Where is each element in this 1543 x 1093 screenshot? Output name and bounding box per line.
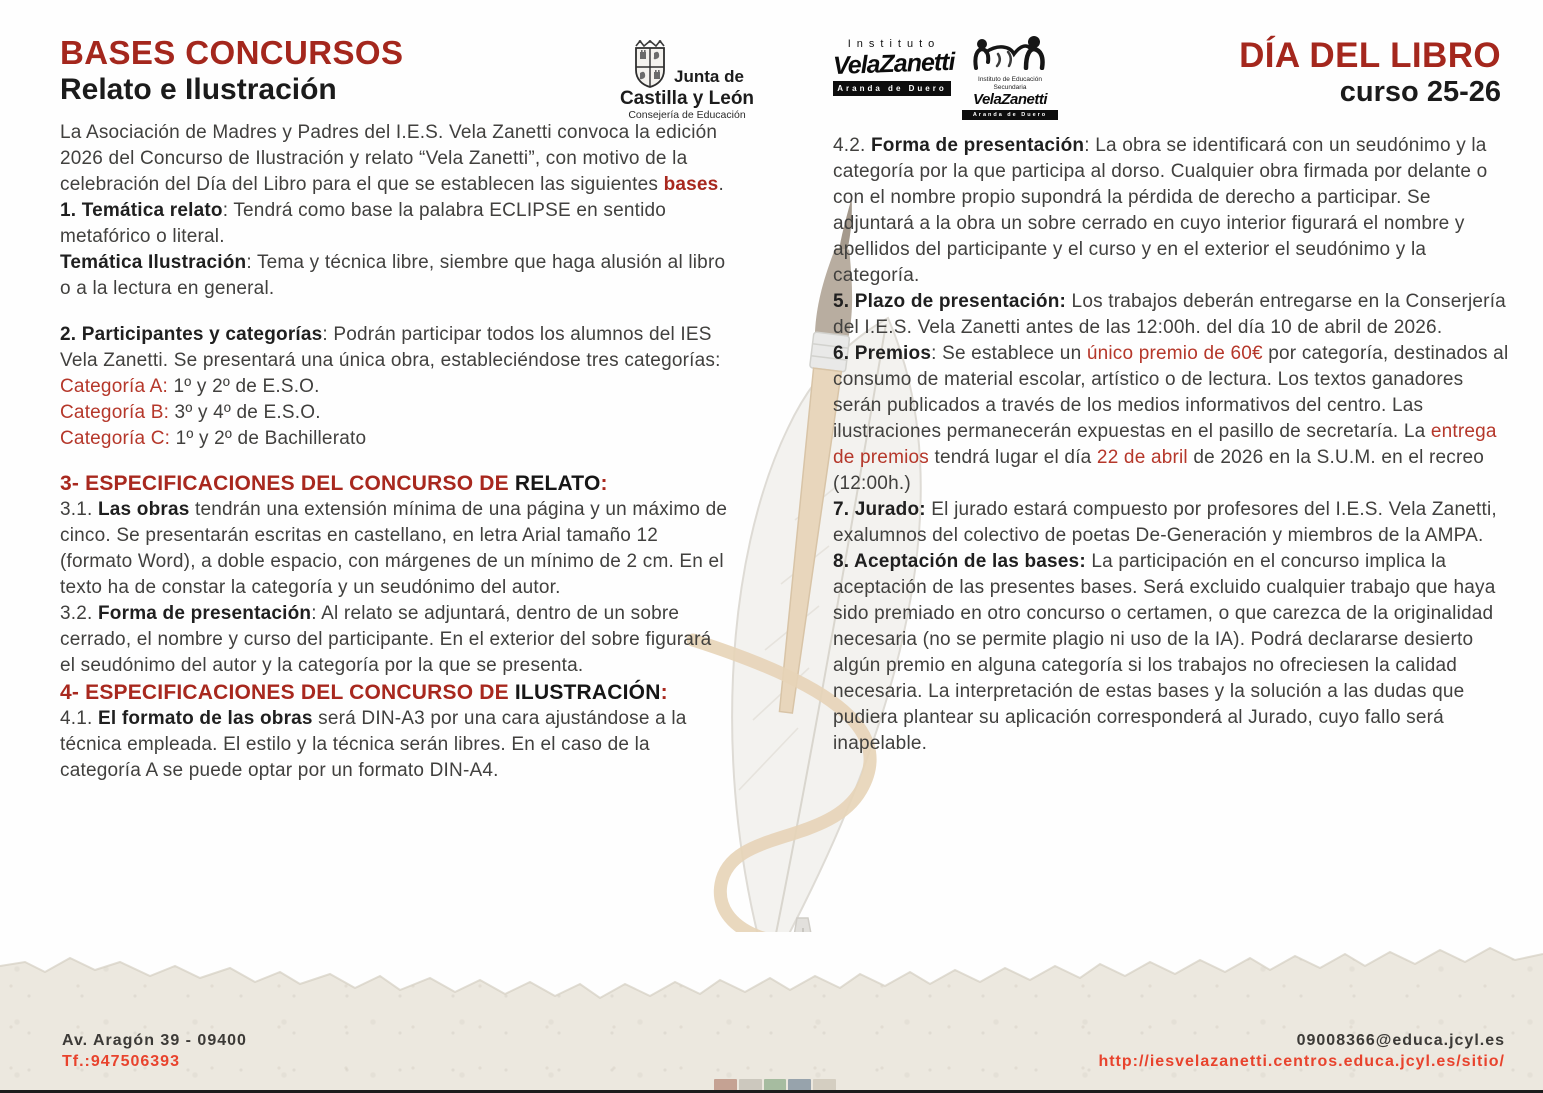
footer-contact-block bbox=[1098, 1030, 1505, 1072]
section-3-heading: 3- ESPECIFICACIONES DEL CONCURSO DE RELATO: bbox=[60, 472, 608, 495]
section-4-heading: 4- ESPECIFICACIONES DEL CONCURSO DE ILUSTRACIÓN: bbox=[60, 681, 668, 704]
jcyl-logo-text-2: Castilla y León bbox=[619, 88, 755, 109]
intro-paragraph: La Asociación de Madres y Padres del I.E.S. Vela Zanetti convoca la edición 2026 del Concurso de Ilustración y relato “Vela Zanetti”, con motivo de la celebración del Día del Libro para el que se establecen las siguientes bases. bbox=[60, 122, 724, 195]
section-1-tematica bbox=[60, 198, 732, 302]
footer-phone: Tf.:947506393 bbox=[62, 1053, 180, 1070]
jcyl-logo bbox=[608, 40, 766, 122]
ampa-logo bbox=[962, 36, 1058, 120]
jcyl-logo-text-3: Consejería de Educación bbox=[628, 109, 746, 121]
section-3-1-obras: 3.1. Las obras tendrán una extensión mínima de una página y un máximo de cinco. Se presentarán escritas en castellano, en letra Arial tamaño 12 (formato Word), a doble espacio, con márgenes de un mínimo de 2 cm. En el texto ha de constar la categoría y un seudónimo del autor. bbox=[60, 499, 728, 598]
section-8-aceptacion: 8. Aceptación de las bases: La participación en el concurso implica la aceptación de las presentes bases. Será excluido cualquier trabajo que haya sido premiado en otro concurso o certamen, o que carezca de la originalidad necesaria (no se permite plagio ni uso de la IA). Podrá declararse desierto algún premio en alguna categoría si los trabajos no ofreciesen la calidad necesaria. La interpretación de estas bases y la solución a las dudas que pudiera plantear su aplicación corresponderá al Jurado, cuyo fallo será inapelable. bbox=[833, 551, 1496, 754]
aranda-de-duero-bar: Aranda de Duero bbox=[833, 81, 951, 96]
section-7-jurado: 7. Jurado: El jurado estará compuesto por profesores del I.E.S. Vela Zanetti, exalumnos del colectivo de poetas De-Generación y miembros de la AMPA. bbox=[833, 499, 1497, 546]
event-subtitle: curso 25-26 bbox=[1339, 76, 1501, 108]
instituto-vela-zanetti-logo bbox=[832, 38, 955, 96]
jcyl-logo-text-1: Junta de bbox=[674, 67, 744, 86]
section-4-1-formato: 4.1. El formato de las obras será DIN-A3 por una cara ajustándose a la técnica empleada. El estilo y la técnica serán libres. En el caso de la categoría A se puede optar por un formato DIN-A4. bbox=[60, 708, 687, 781]
section-3-2-forma-presentacion: 3.2. Forma de presentación: Al relato se adjuntará, dentro de un sobre cerrado, el nombre y curso del participante. En el exterior del sobre figurará el seudónimo del autor y la categoría por la que se presenta. bbox=[60, 603, 712, 676]
section-2-participantes: 2. Participantes y categorías: Podrán participar todos los alumnos del IES Vela Zanetti. Se presentará una única obra, estableciéndose tres categorías: bbox=[60, 324, 721, 371]
event-title: DÍA DEL LIBRO bbox=[1239, 36, 1501, 75]
section-5-plazo: 5. Plazo de presentación: Los trabajos deberán entregarse en la Conserjería del I.E.S. Vela Zanetti antes de las 12:00h. del día 10 de abril de 2026. bbox=[833, 291, 1506, 338]
left-column bbox=[60, 120, 732, 784]
ampa-sub-text: Instituto de Educación Secundaria bbox=[978, 76, 1042, 91]
jcyl-coat-of-arms-icon bbox=[630, 40, 670, 88]
ampa-figures-icon bbox=[968, 36, 1052, 70]
header-left bbox=[60, 34, 403, 108]
footer-address-block bbox=[62, 1030, 247, 1072]
instituto-label: Instituto bbox=[847, 38, 941, 50]
category-c: Categoría C: 1º y 2º de Bachillerato bbox=[60, 428, 367, 449]
tematica-ilustracion: Temática Ilustración: Tema y técnica libre, siembre que haga alusión al libro o a la lectura en general. bbox=[60, 252, 726, 299]
page-title: BASES CONCURSOS bbox=[60, 34, 404, 71]
page-subtitle: Relato e Ilustración bbox=[60, 73, 337, 106]
ampa-vela-zanetti-wordmark: VelaZanetti bbox=[973, 91, 1047, 108]
category-a: Categoría A: 1º y 2º de E.S.O. bbox=[60, 376, 320, 397]
ampa-aranda-bar: Aranda de Duero bbox=[962, 110, 1058, 120]
footer-website: http://iesvelazanetti.centros.educa.jcyl.es/sitio/ bbox=[1098, 1053, 1505, 1070]
footer-address: Av. Aragón 39 - 09400 bbox=[62, 1032, 247, 1049]
header-right bbox=[1239, 36, 1501, 109]
vela-zanetti-wordmark: VelaZanetti bbox=[832, 47, 955, 81]
torn-paper-edge bbox=[0, 932, 1543, 1018]
footer-email: 09008366@educa.jcyl.es bbox=[1296, 1032, 1505, 1049]
category-b: Categoría B: 3º y 4º de E.S.O. bbox=[60, 402, 321, 423]
section-6-premios: 6. Premios: Se establece un único premio de 60€ por categoría, destinados al consumo de material escolar, artístico o de lectura. Los textos ganadores serán publicados a través de los medios informativos del centro. Las ilustraciones permanecerán expuestas en el pasillo de secretaría. La entrega de premios tendrá lugar el día 22 de abril de 2026 en la S.U.M. en el recreo (12:00h.) bbox=[833, 343, 1509, 494]
section-4-2-forma-presentacion: 4.2. Forma de presentación: La obra se identificará con un seudónimo y la categoría por la que participa al dorso. Cualquier obra firmada por delante o con el nombre propio supondrá la pérdida de derecho a participar. Se adjuntará a la obra un sobre cerrado en cuyo interior figurará el nombre y apellidos del participante y el curso y en el exterior el seudónimo y la categoría. bbox=[833, 135, 1488, 286]
category-list bbox=[60, 374, 732, 452]
tematica-relato: 1. Temática relato: Tendrá como base la palabra ECLIPSE en sentido metafórico o literal. bbox=[60, 200, 667, 247]
right-column bbox=[833, 133, 1513, 757]
